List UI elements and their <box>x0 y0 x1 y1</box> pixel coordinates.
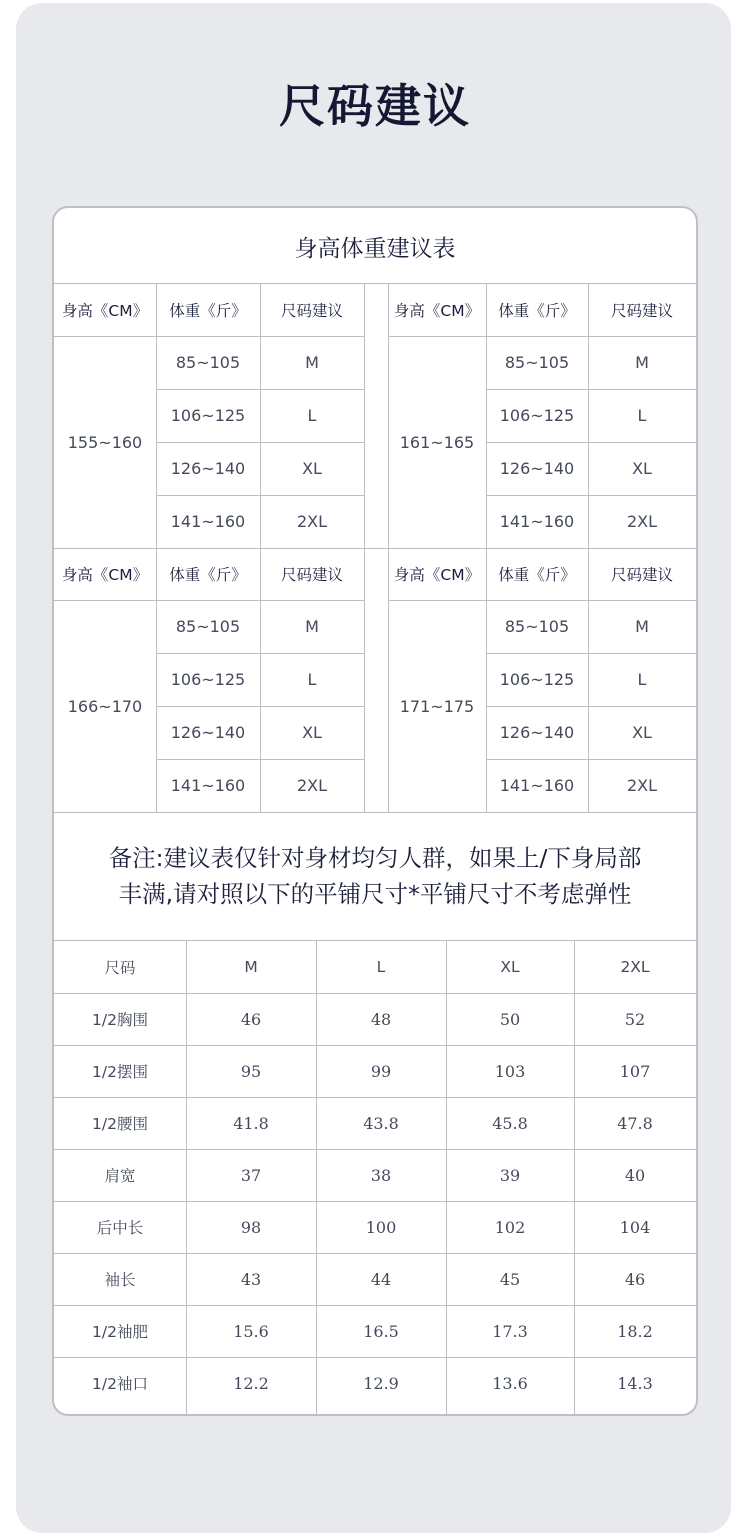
measure-value-cell: 43.8 <box>363 1113 399 1133</box>
hw-row-divider <box>486 495 696 496</box>
measure-label-cell: 1/2胸围 <box>92 1011 148 1029</box>
hw-header-cell: 尺码建议 <box>610 302 673 320</box>
weight-range-cell: 85~105 <box>175 353 241 372</box>
measure-label-cell: 后中长 <box>96 1219 144 1237</box>
hw-header-cell: 身高《CM》 <box>393 566 481 584</box>
measure-label-cell: 1/2摆围 <box>92 1063 148 1081</box>
hw-row-divider <box>486 759 696 760</box>
hw-col-divider <box>260 284 261 548</box>
size-suggestion-cell: L <box>637 670 647 689</box>
measure-value-cell: 52 <box>624 1009 646 1029</box>
measure-value-cell: 15.6 <box>233 1321 269 1341</box>
weight-range-cell: 126~140 <box>499 459 575 478</box>
hw-col-divider <box>388 284 389 548</box>
size-suggestion-cell: M <box>305 353 319 372</box>
measure-value-cell: 13.6 <box>492 1373 528 1393</box>
hw-row-divider <box>486 706 696 707</box>
hw-header-cell: 体重《斤》 <box>169 302 247 320</box>
measure-header-cell: XL <box>500 958 520 976</box>
measure-value-cell: 18.2 <box>617 1321 653 1341</box>
measure-value-cell: 50 <box>499 1009 521 1029</box>
measure-value-cell: 16.5 <box>363 1321 399 1341</box>
measure-value-cell: 46 <box>624 1269 646 1289</box>
measure-value-cell: 102 <box>494 1217 526 1237</box>
measure-label-cell: 1/2袖口 <box>92 1375 148 1393</box>
measure-label-cell: 袖长 <box>104 1271 136 1289</box>
note-line-1: 备注:建议表仅针对身材均匀人群，如果上/下身局部 <box>108 844 642 872</box>
hw-header-cell: 体重《斤》 <box>169 566 247 584</box>
hw-col-divider <box>588 284 589 548</box>
measure-value-cell: 103 <box>494 1061 526 1081</box>
measure-value-cell: 40 <box>624 1165 646 1185</box>
measure-value-cell: 45.8 <box>492 1113 528 1133</box>
size-note <box>54 840 696 912</box>
measure-col-divider <box>186 941 187 1414</box>
size-suggestion-cell: XL <box>632 459 652 478</box>
measure-value-cell: 100 <box>365 1217 397 1237</box>
measure-value-cell: 12.9 <box>363 1373 399 1393</box>
hw-row-divider <box>486 389 696 390</box>
size-suggestion-cell: 2XL <box>296 512 328 531</box>
size-suggestion-cell: XL <box>302 723 322 742</box>
measure-value-cell: 95 <box>240 1061 262 1081</box>
measure-value-cell: 44 <box>370 1269 392 1289</box>
measure-value-cell: 41.8 <box>233 1113 269 1133</box>
hw-header-divider <box>388 600 696 601</box>
size-suggestion-cell: M <box>635 353 649 372</box>
weight-range-cell: 106~125 <box>499 670 575 689</box>
weight-range-cell: 141~160 <box>499 776 575 795</box>
size-suggestion-cell: L <box>307 406 317 425</box>
hw-header-cell: 尺码建议 <box>610 566 673 584</box>
hw-row-divider <box>486 442 696 443</box>
card-title: 身高体重建议表 <box>294 235 456 262</box>
measure-value-cell: 14.3 <box>617 1373 653 1393</box>
weight-range-cell: 141~160 <box>170 512 246 531</box>
weight-range-cell: 126~140 <box>170 459 246 478</box>
measure-value-cell: 45 <box>499 1269 521 1289</box>
measure-value-cell: 37 <box>240 1165 262 1185</box>
measure-header-cell: L <box>376 958 386 976</box>
hw-header-cell: 体重《斤》 <box>498 566 576 584</box>
note-line-2: 丰满,请对照以下的平铺尺寸*平铺尺寸不考虑弹性 <box>118 880 632 908</box>
measure-header-cell: 2XL <box>620 958 650 976</box>
measure-header-cell: M <box>244 958 258 976</box>
measure-col-divider <box>574 941 575 1414</box>
measure-label-cell: 1/2腰围 <box>92 1115 148 1133</box>
size-suggestion-cell: 2XL <box>626 512 658 531</box>
measure-value-cell: 39 <box>499 1165 521 1185</box>
hw-col-divider <box>156 284 157 548</box>
measure-value-cell: 47.8 <box>617 1113 653 1133</box>
hw-col-divider <box>364 548 365 812</box>
measure-value-cell: 17.3 <box>492 1321 528 1341</box>
measure-value-cell: 104 <box>619 1217 651 1237</box>
hw-col-divider <box>156 548 157 812</box>
size-suggestion-cell: 2XL <box>296 776 328 795</box>
weight-range-cell: 106~125 <box>170 670 246 689</box>
measure-label-cell: 1/2袖肥 <box>92 1323 148 1341</box>
size-suggestion-cell: XL <box>302 459 322 478</box>
measure-label-cell: 肩宽 <box>104 1167 136 1185</box>
size-suggestion-cell: M <box>635 617 649 636</box>
weight-range-cell: 85~105 <box>504 353 570 372</box>
hw-col-divider <box>364 284 365 548</box>
measure-header-cell: 尺码 <box>104 959 136 977</box>
measure-col-divider <box>446 941 447 1414</box>
size-suggestion-cell: L <box>307 670 317 689</box>
hw-col-divider <box>588 548 589 812</box>
hw-col-divider <box>486 548 487 812</box>
hw-col-divider <box>486 284 487 548</box>
page-title: 尺码建议 <box>279 79 471 133</box>
weight-range-cell: 126~140 <box>499 723 575 742</box>
height-range-cell: 155~160 <box>67 432 143 452</box>
hw-header-cell: 体重《斤》 <box>498 302 576 320</box>
height-range-cell: 171~175 <box>399 696 475 716</box>
hw-header-divider <box>388 336 696 337</box>
measure-value-cell: 48 <box>370 1009 392 1029</box>
weight-range-cell: 106~125 <box>170 406 246 425</box>
size-suggestion-cell: M <box>305 617 319 636</box>
size-suggestion-cell: L <box>637 406 647 425</box>
height-range-cell: 166~170 <box>67 696 143 716</box>
measure-col-divider <box>316 941 317 1414</box>
weight-range-cell: 141~160 <box>170 776 246 795</box>
hw-header-cell: 尺码建议 <box>280 566 343 584</box>
weight-range-cell: 126~140 <box>170 723 246 742</box>
measure-value-cell: 99 <box>370 1061 392 1081</box>
size-suggestion-cell: 2XL <box>626 776 658 795</box>
size-chart-card <box>52 206 698 1416</box>
weight-range-cell: 141~160 <box>499 512 575 531</box>
measure-value-cell: 46 <box>240 1009 262 1029</box>
hw-header-cell: 身高《CM》 <box>61 302 149 320</box>
measure-value-cell: 38 <box>370 1165 392 1185</box>
weight-range-cell: 85~105 <box>504 617 570 636</box>
measure-value-cell: 43 <box>240 1269 262 1289</box>
size-suggestion-cell: XL <box>632 723 652 742</box>
hw-col-divider <box>388 548 389 812</box>
hw-header-cell: 身高《CM》 <box>61 566 149 584</box>
measure-value-cell: 12.2 <box>233 1373 269 1393</box>
hw-section-divider <box>54 812 696 813</box>
hw-header-divider <box>54 600 364 601</box>
hw-row-divider <box>486 653 696 654</box>
hw-header-cell: 尺码建议 <box>280 302 343 320</box>
hw-header-divider <box>54 336 364 337</box>
hw-header-cell: 身高《CM》 <box>393 302 481 320</box>
measure-value-cell: 107 <box>619 1061 651 1081</box>
weight-range-cell: 85~105 <box>175 617 241 636</box>
height-range-cell: 161~165 <box>399 432 475 452</box>
weight-range-cell: 106~125 <box>499 406 575 425</box>
hw-col-divider <box>260 548 261 812</box>
measure-value-cell: 98 <box>240 1217 262 1237</box>
